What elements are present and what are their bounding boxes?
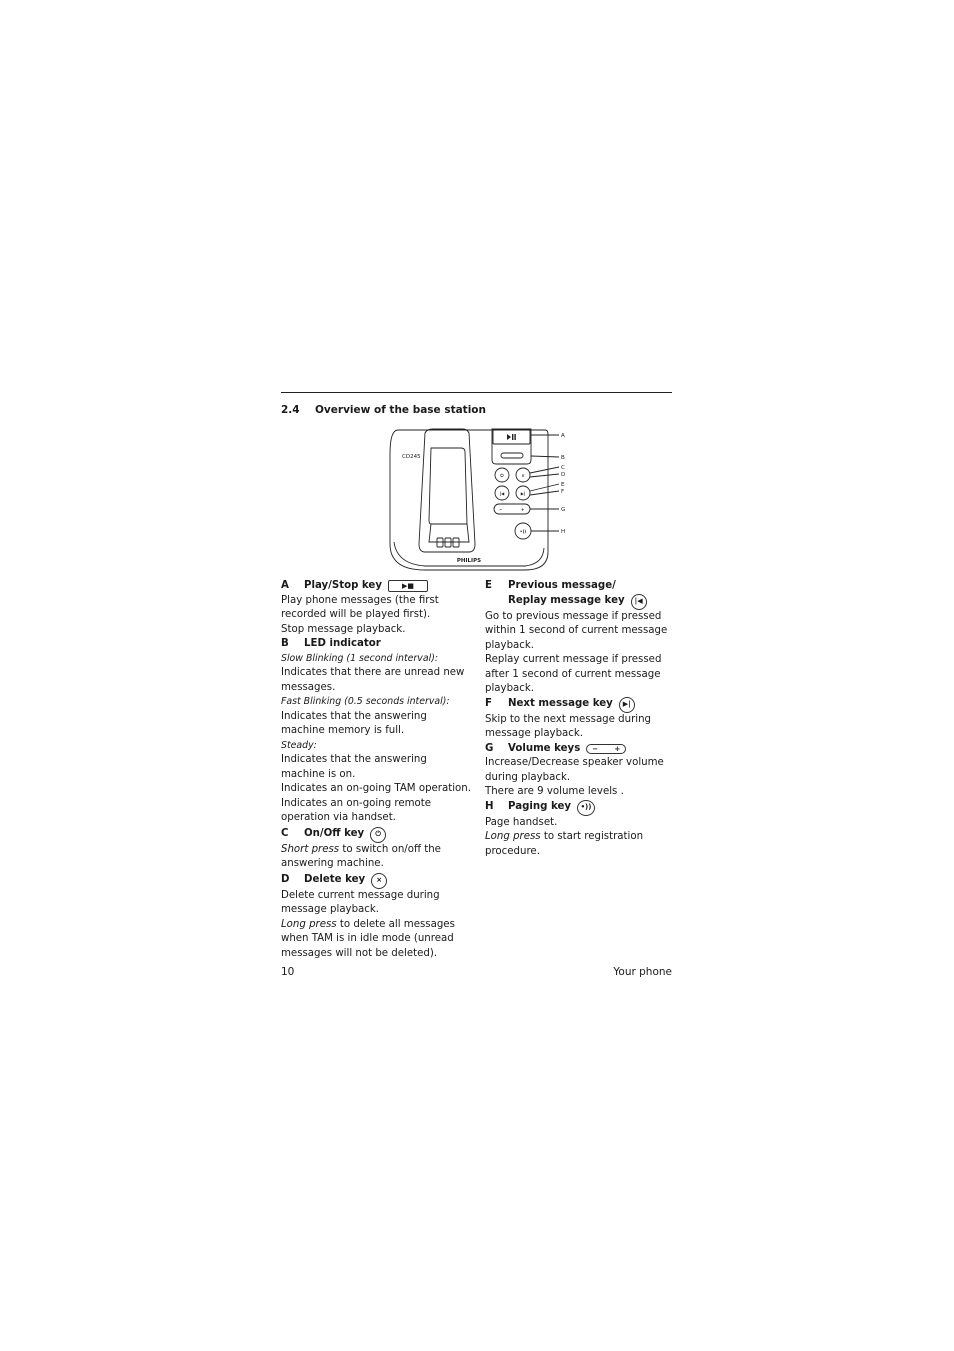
svg-text:▶|: ▶|: [520, 491, 526, 496]
cradle-slot: [429, 448, 467, 524]
callout-a: A: [561, 433, 565, 439]
svg-text:×: ×: [521, 473, 525, 478]
item-d-heading: D Delete key ×: [281, 873, 471, 889]
svg-text:+: +: [521, 507, 525, 512]
item-h: H Paging key •)) Page handset. Long press to start registration procedure.: [485, 800, 677, 860]
left-column: [281, 579, 471, 961]
section-title: [281, 404, 486, 416]
play-stop-icon: ▶■: [388, 580, 428, 592]
next-icon: ▶|: [619, 697, 635, 713]
callout-f: F: [561, 489, 565, 495]
callout-d: D: [561, 472, 566, 478]
callout-g: G: [561, 507, 566, 513]
cradle: [419, 429, 475, 552]
paging-icon: •)): [577, 800, 595, 816]
item-f: F Next message key ▶| Skip to the next message during message playback.: [485, 697, 677, 742]
delete-icon: ×: [371, 873, 387, 889]
item-b: B LED indicator Slow Blinking (1 second interval): Indicates that there are unread new messages. Fast Blinking (0.5 seconds interval): Indicates that the answering machine memory is full. Steady: Indicates that the answering machine is on. Indicates an on-going TAM operation. Indicates an on-going remote operation via handset.: [281, 638, 471, 823]
led-bar: [501, 453, 523, 458]
item-f-heading: F Next message key ▶|: [485, 697, 677, 713]
right-column: [485, 579, 677, 859]
on-off-icon: ⏻: [370, 827, 386, 843]
svg-text:⏻: ⏻: [500, 473, 504, 478]
page-number: 10: [281, 966, 295, 978]
callout-e: E: [561, 482, 565, 488]
section-heading: Overview of the base station: [315, 404, 486, 416]
section-number: 2.4: [281, 404, 300, 416]
volume-icon: − +: [586, 744, 626, 754]
key-panel: [492, 429, 531, 464]
item-b-heading: B LED indicator: [281, 638, 381, 649]
base-station-figure: [385, 424, 575, 574]
item-c-heading: C On/Off key ⏻: [281, 827, 471, 843]
callout-b: B: [561, 455, 565, 461]
item-g-heading: G Volume keys − +: [485, 742, 677, 757]
charge-contact-1: [437, 538, 443, 547]
item-a: A Play/Stop key ▶■ Play phone messages (the first recorded will be played first). Stop message playback.: [281, 579, 471, 637]
previous-icon: |◀: [631, 594, 647, 610]
item-g: G Volume keys − + Increase/Decrease speaker volume during playback. There are 9 volume levels .: [485, 742, 677, 800]
item-e-heading: E Previous message/ Replay message key |◀: [485, 579, 677, 610]
charge-contact-3: [453, 538, 459, 547]
header-rule: [281, 392, 672, 393]
item-h-heading: H Paging key •)): [485, 800, 677, 816]
item-d: D Delete key × Delete current message during message playback. Long press to delete all messages when TAM is in idle mode (unread messages will not be deleted).: [281, 873, 471, 962]
item-c: C On/Off key ⏻ Short press to switch on/off the answering machine.: [281, 827, 471, 872]
brand-label: PHILIPS: [456, 558, 482, 564]
svg-text:|◀: |◀: [499, 491, 505, 496]
chapter-title: Your phone: [613, 966, 672, 978]
callout-c: C: [561, 465, 565, 471]
svg-text:−: −: [499, 507, 503, 512]
model-label: CD245: [402, 454, 421, 460]
callout-h: H: [561, 529, 566, 535]
charge-contact-2: [445, 538, 451, 547]
play-stop-button: [493, 430, 530, 444]
svg-text:•)): •)): [519, 529, 527, 534]
item-a-heading: A Play/Stop key ▶■: [281, 579, 471, 594]
item-e: E Previous message/ Replay message key |◀ Go to previous message if pressed within 1 second of current message playback. Replay current message if pressed after 1 second of current message playback.: [485, 579, 677, 697]
cradle-bottom: [429, 524, 469, 542]
